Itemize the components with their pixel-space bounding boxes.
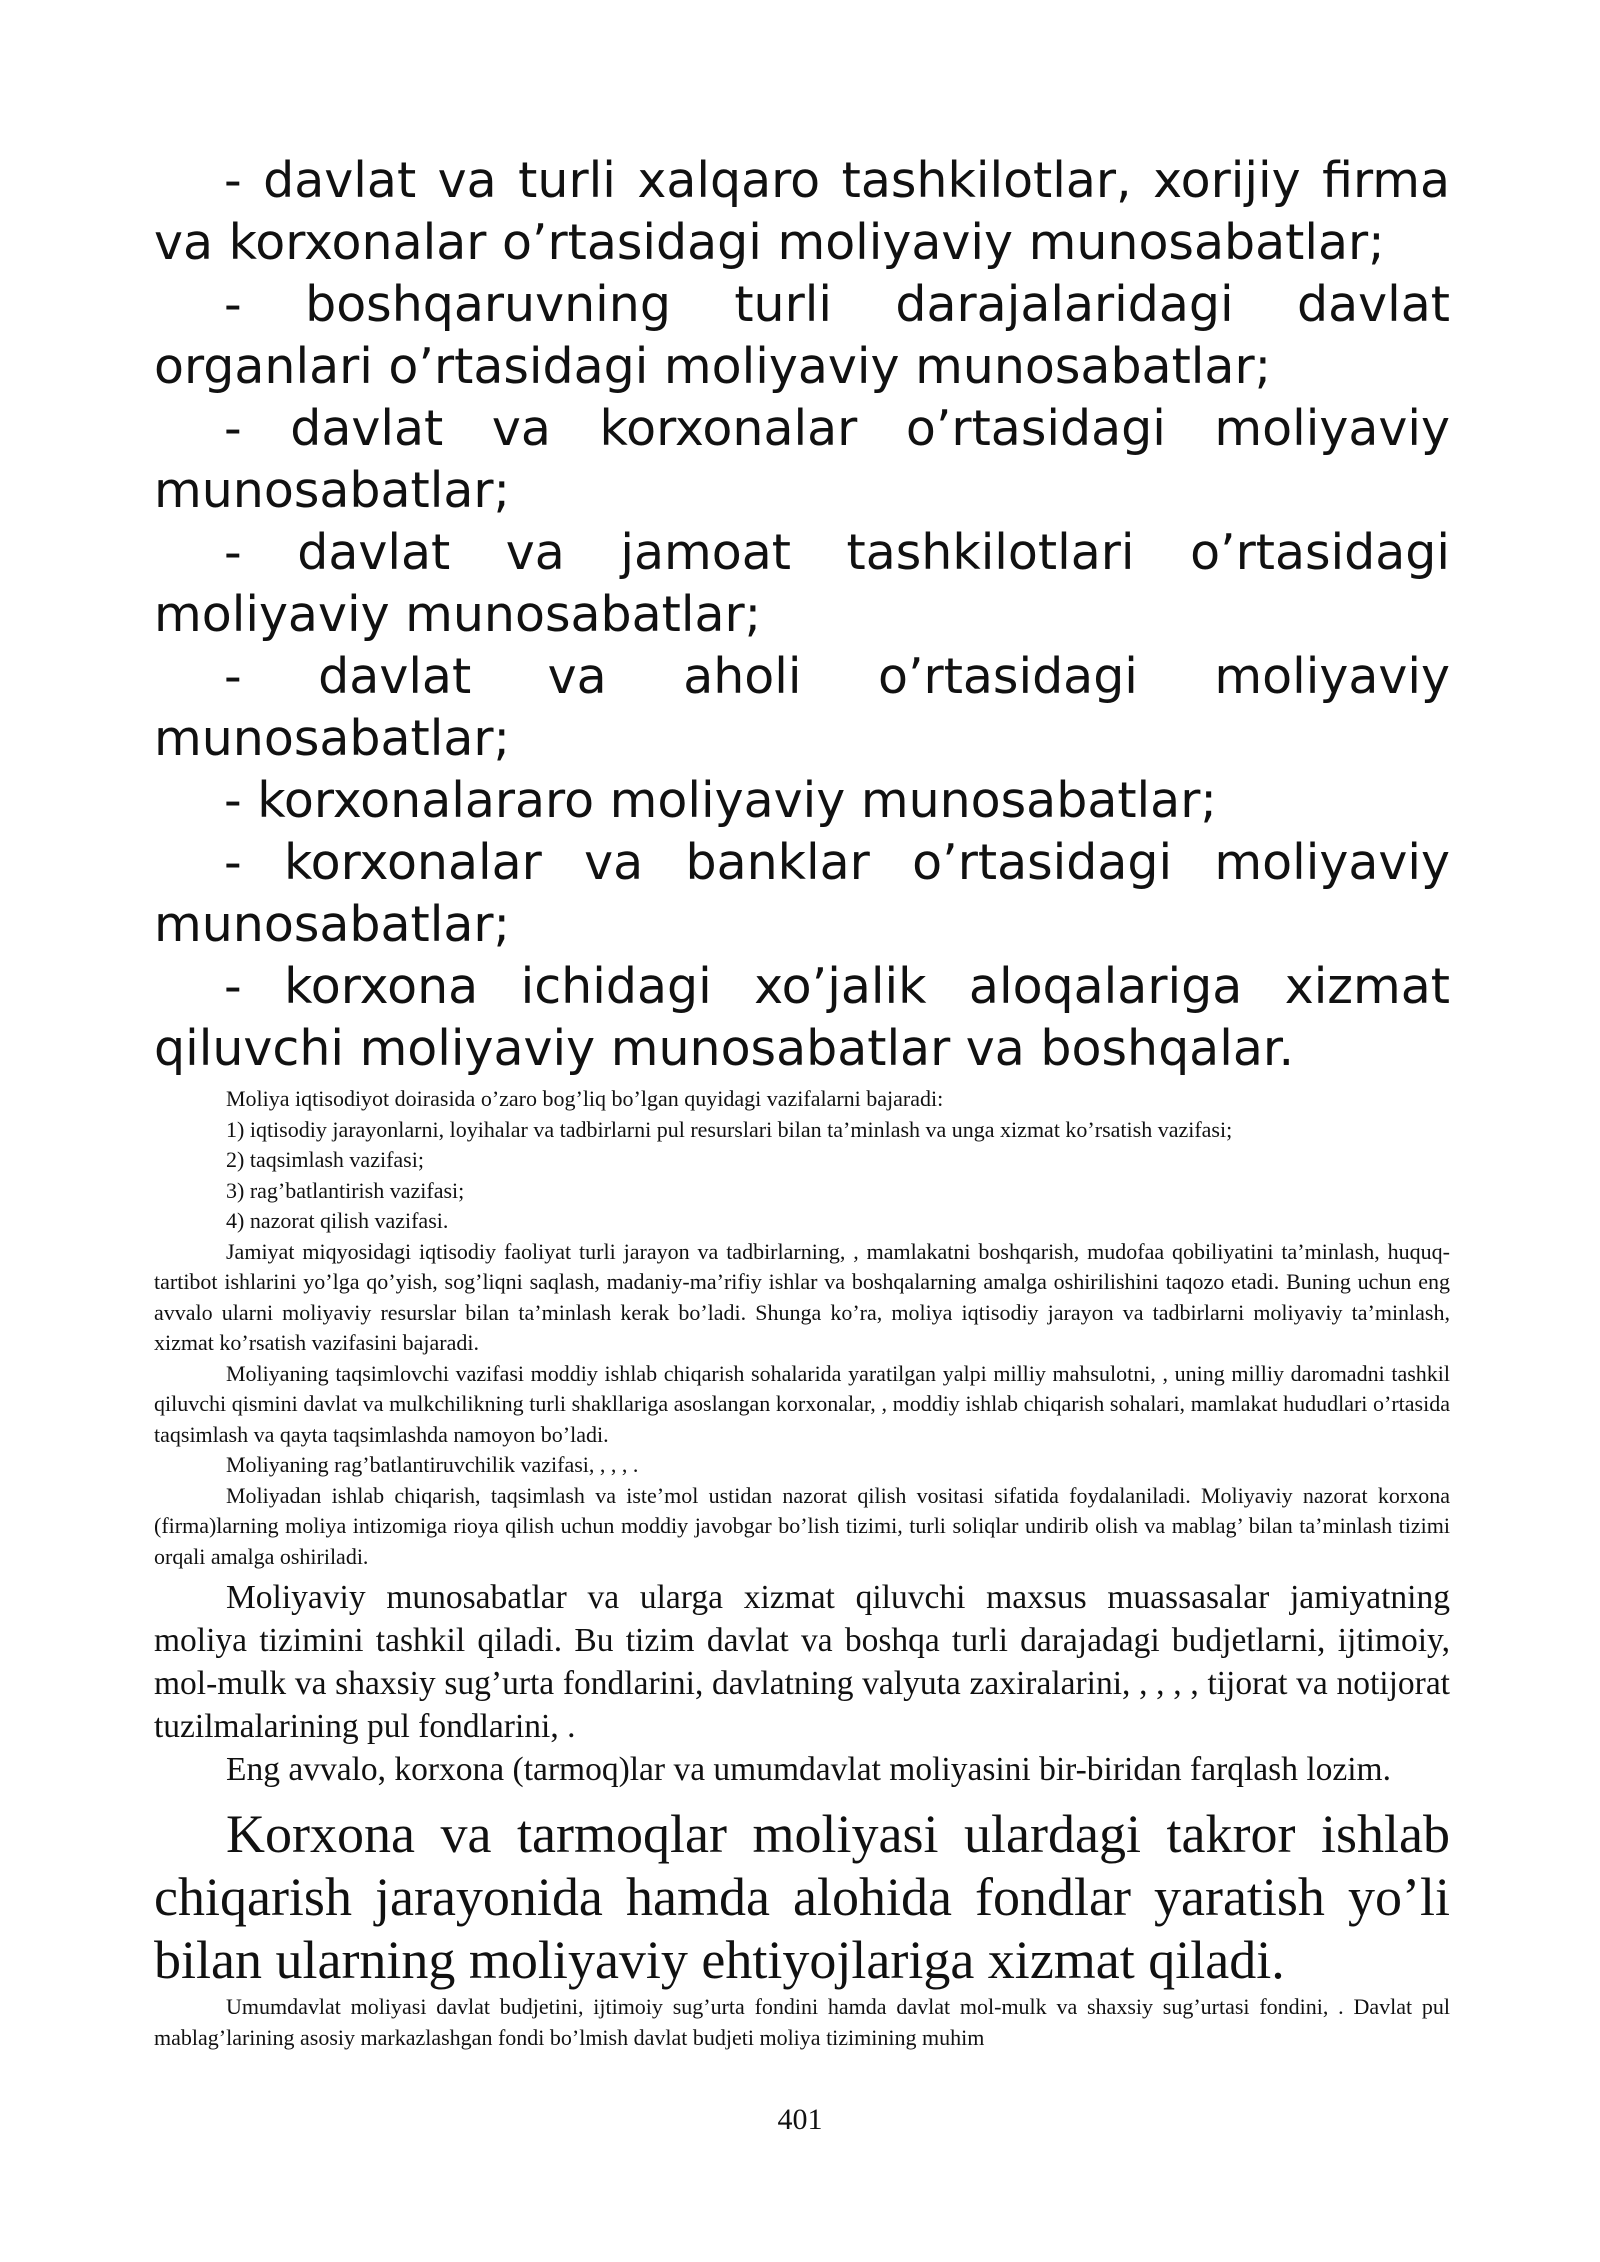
list-item: - davlat va jamoat tashkilotlari o’rtasidagi moliyaviy munosabatlar; — [154, 524, 1450, 643]
functions-intro: Moliya iqtisodiyot doirasida o’zaro bog’liq bo’lgan quyidagi vazifalarni bajaradi: — [226, 1086, 944, 1111]
paragraph: Umumdavlat moliyasi davlat budjetini, ijtimoiy sug’urta fondini hamda davlat mol-mulk va shaxsiy sug’urtasi fondini, . Davlat pul mablag’larining asosiy markazlashgan fondi bo’lmish davlat budjeti moliya tizimining muhim — [154, 1994, 1450, 2050]
list-item: - korxona ichidagi xo’jalik aloqalariga xizmat qiluvchi moliyaviy munosabatlar va boshqalar. — [154, 958, 1450, 1077]
list-item: - davlat va korxonalar o’rtasidagi moliyaviy munosabatlar; — [154, 400, 1450, 519]
page-body — [154, 150, 1450, 2053]
list-item: - davlat va aholi o’rtasidagi moliyaviy munosabatlar; — [154, 648, 1450, 767]
list-item: - boshqaruvning turli darajalaridagi davlat organlari o’rtasidagi moliyaviy munosabatlar; — [154, 276, 1450, 395]
list-item: - korxonalararo moliyaviy munosabatlar; — [224, 772, 1217, 829]
function-item: 4) nazorat qilish vazifasi. — [226, 1208, 449, 1233]
paragraph: Moliyaviy munosabatlar va ularga xizmat qiluvchi maxsus muassasalar jamiyatning moliya tizimini tashkil qiladi. Bu tizim davlat va boshqa turli darajadagi budjetlarni, ijtimoiy, mol-mulk va shaxsiy sug’urta fondlarini, davlatning valyuta zaxiralarini, , , , , tijorat va notijorat tuzilmalarining pul fondlarini, . — [154, 1579, 1450, 1745]
paragraph: Moliyadan ishlab chiqarish, taqsimlash va iste’mol ustidan nazorat qilish vositasi sifatida foydalaniladi. Moliyaviy nazorat korxona (firma)larning moliya intizomiga rioya qilish uchun moddiy javobgar bo’lish tizimi, turli soliqlar undirib olish va mablag’ bilan ta’minlash tizimi orqali amalga oshiriladi. — [154, 1482, 1450, 1569]
list-item: - korxonalar va banklar o’rtasidagi moliyaviy munosabatlar; — [154, 834, 1450, 953]
paragraph: Moliyaning taqsimlovchi vazifasi moddiy ishlab chiqarish sohalarida yaratilgan yalpi milliy mahsulotni, , uning milliy daromadni tashkil qiluvchi qismini davlat va mulkchilikning turli shakllariga asoslangan korxonalar, , moddiy ishlab chiqarish sohalari, mamlakat hududlari o’rtasida taqsimlash va qayta taqsimlashda namoyon bo’ladi. — [154, 1360, 1450, 1447]
paragraph-emphasis: Korxona va tarmoqlar moliyasi ulardagi takror ishlab chiqarish jarayonida hamda alohida fondlar yaratish yo’li bilan ularning moliyaviy ehtiyojlariga xizmat qiladi. — [154, 1804, 1450, 1990]
paragraph: Moliyaning rag’batlantiruvchilik vazifasi, , , , . — [226, 1452, 639, 1477]
function-item: 2) taqsimlash vazifasi; — [226, 1147, 424, 1172]
function-item: 3) rag’batlantirish vazifasi; — [226, 1177, 465, 1203]
page-number: 401 — [777, 2103, 823, 2136]
paragraph: Eng avvalo, korxona (tarmoq)lar va umumdavlat moliyasini bir-biridan farqlash lozim. — [226, 1751, 1391, 1788]
list-item: - davlat va turli xalqaro tashkilotlar, xorijiy firma va korxonalar o’rtasidagi moliyaviy munosabatlar; — [154, 152, 1450, 271]
function-item: 1) iqtisodiy jarayonlarni, loyihalar va tadbirlarni pul resurslari bilan ta’minlash va unga xizmat ko’rsatish vazifasi; — [226, 1116, 1233, 1142]
paragraph: Jamiyat miqyosidagi iqtisodiy faoliyat turli jarayon va tadbirlarning, , mamlakatni boshqarish, mudofaa qobiliyatini ta’minlash, huquq-tartibot ishlarini yo’lga qo’yish, sog’liqni saqlash, madaniy-ma’rifiy ishlar va boshqalarning amalga oshirilishini taqozo etadi. Buning uchun eng avvalo ularni moliyaviy resurslar bilan ta’minlash kerak bo’ladi. Shunga ko’ra, moliya iqtisodiy jarayon va tadbirlarni moliyaviy ta’minlash, xizmat ko’rsatish vazifasini bajaradi. — [154, 1238, 1450, 1355]
